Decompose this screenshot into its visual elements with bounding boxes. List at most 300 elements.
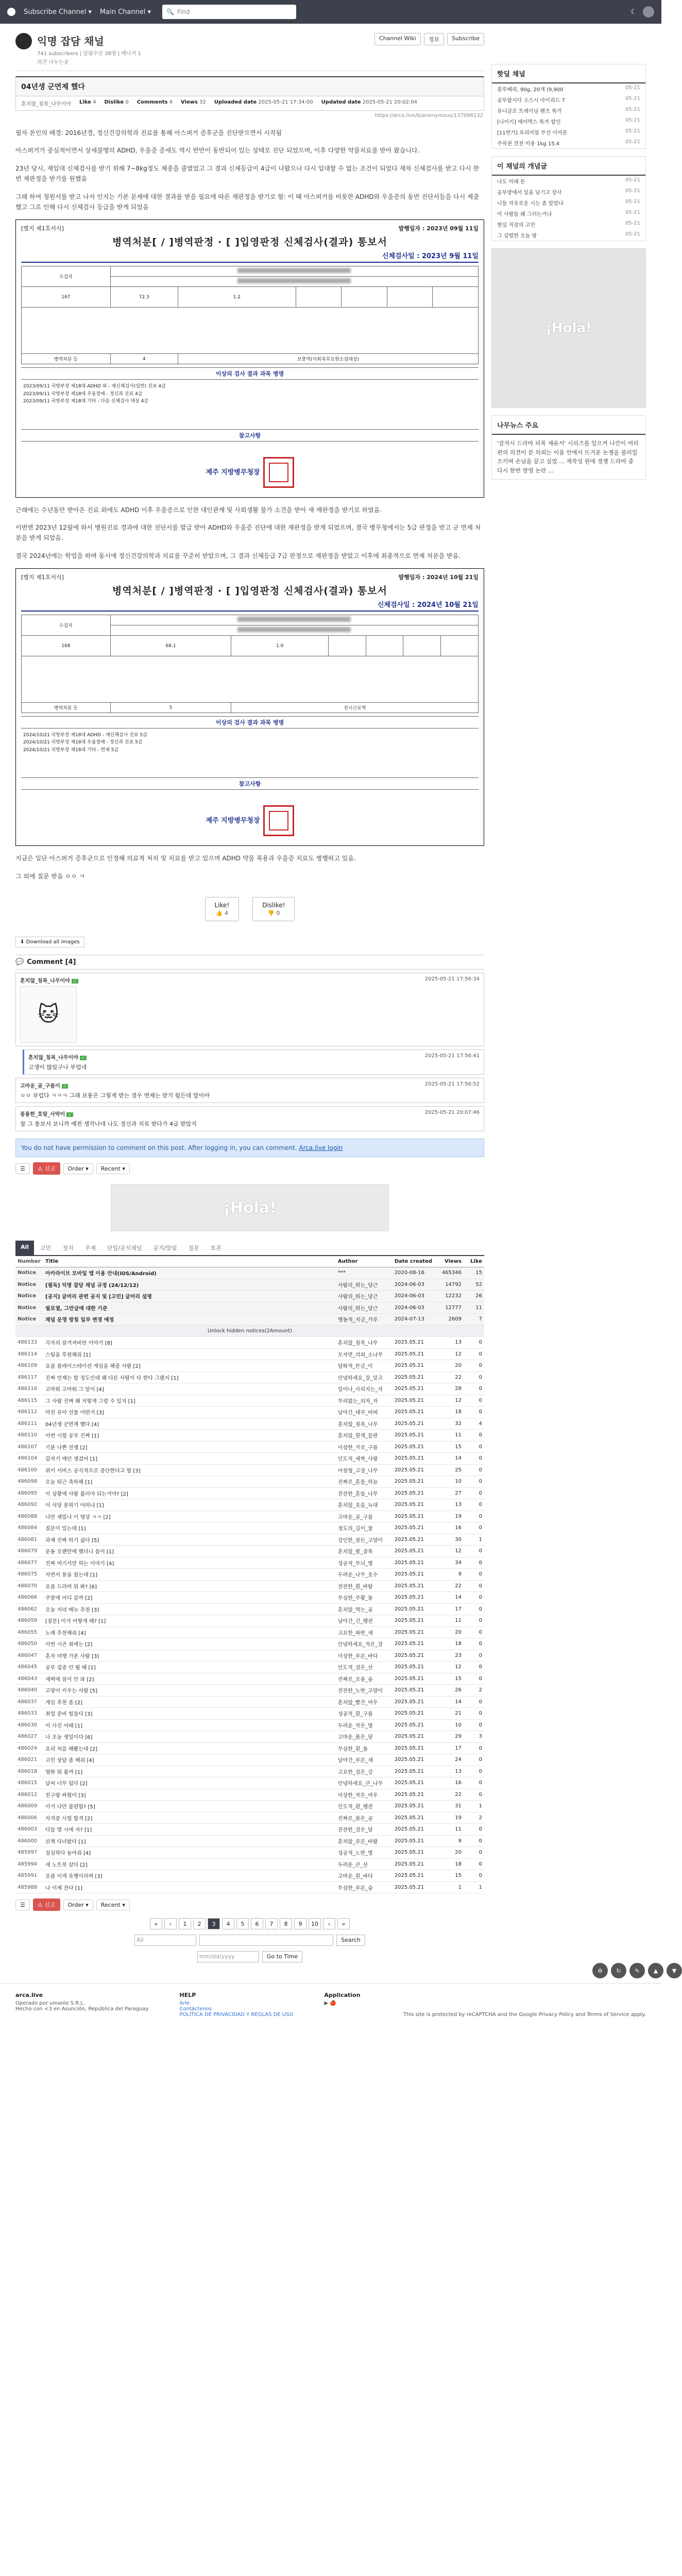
table-row[interactable] [15, 1430, 484, 1442]
row-author[interactable]: 이상한_푸른_바다 [336, 1650, 393, 1662]
row-author[interactable]: 인도적_검은_산 [336, 1662, 393, 1673]
tab-debate[interactable]: 토론 [210, 1245, 222, 1252]
subscribe-channel-menu[interactable] [24, 8, 92, 16]
form-number: [별지 제1호서식] [21, 574, 64, 581]
row-author[interactable]: 흔치않_웃음_늑대 [336, 1499, 393, 1511]
row-title[interactable]: 산책 다녀왔다 [1] [43, 1835, 336, 1847]
row-likes: 1 [464, 1534, 484, 1546]
row-title[interactable]: 오늘 퇴근 축하해 [1] [43, 1476, 336, 1488]
row-number: 486088 [15, 1511, 43, 1522]
anon-item[interactable] [492, 230, 645, 241]
hot-item[interactable] [492, 94, 645, 105]
views-count: 32 [199, 99, 206, 105]
row-title[interactable]: 갑자기 애인 생겼어 [1] [43, 1453, 336, 1465]
page-2-button[interactable]: 2 [193, 1918, 206, 1929]
row-title[interactable]: 영화 뭐 볼까 [1] [43, 1766, 336, 1777]
row-author[interactable]: 진짜로_흔들_하늘 [336, 1476, 393, 1488]
hot-item-title: 블루베리, 90g, 20개 (9,900 [497, 87, 564, 93]
page-8-button[interactable]: 8 [280, 1918, 292, 1929]
table-row[interactable] [15, 1453, 484, 1465]
order-select[interactable]: Order ▾ [63, 1163, 93, 1174]
table-row[interactable] [15, 1487, 484, 1499]
row-title[interactable]: 스팀을 후원해줘 [1] [43, 1348, 336, 1360]
row-author[interactable]: 진짜로_조용_숲 [336, 1673, 393, 1685]
order-select[interactable]: Order ▾ [63, 1900, 93, 1910]
vote-area [15, 897, 484, 921]
table-row[interactable] [15, 1441, 484, 1453]
table-row[interactable] [15, 1348, 484, 1360]
row-author[interactable]: 안녕하세요_잘_알고 [336, 1371, 393, 1383]
row-author[interactable]: 고요한_파란_새 [336, 1626, 393, 1638]
notice-likes: 52 [464, 1279, 484, 1291]
notice-author[interactable]: 사람의_뛰는_당근 [336, 1291, 393, 1302]
table-row[interactable] [15, 1592, 484, 1604]
row-author[interactable]: 잔잔한_흰_바람 [336, 1580, 393, 1592]
row-title[interactable]: [질문] 이거 어떻게 해? [1] [43, 1615, 336, 1627]
page-3-button[interactable]: 3 [208, 1918, 220, 1929]
sidebar-ad[interactable]: ¡Hola! [491, 248, 646, 408]
table-row[interactable] [15, 1464, 484, 1476]
hot-item[interactable] [492, 105, 645, 116]
row-author[interactable]: 무심한_주황_돌 [336, 1592, 393, 1604]
row-author[interactable]: 날아간_푸른_새 [336, 1754, 393, 1766]
hot-item[interactable] [492, 83, 645, 94]
row-author[interactable]: 인도적_흰_펭귄 [336, 1801, 393, 1812]
search-scope-select[interactable]: All [134, 1935, 196, 1946]
row-title[interactable]: 친구랑 싸웠어 [3] [43, 1789, 336, 1801]
article-likes [79, 99, 96, 107]
row-title[interactable]: 오늘 저녁 메뉴 추천 [3] [43, 1603, 336, 1615]
row-date: 2025.05.21 [393, 1371, 440, 1383]
goto-time-button[interactable]: Go to Time [262, 1951, 302, 1962]
row-title[interactable]: 이번 시험 공부 진짜 [1] [43, 1430, 336, 1442]
row-date: 2025.05.21 [393, 1685, 440, 1697]
table-row[interactable] [15, 1824, 484, 1836]
hot-item[interactable] [492, 127, 645, 138]
row-title[interactable]: 요즘 이게 유행이라며 [3] [43, 1870, 336, 1882]
page-5-button[interactable]: 5 [236, 1918, 249, 1929]
row-title[interactable]: 이거 나만 불편함? [5] [43, 1801, 336, 1812]
anon-item[interactable] [492, 219, 645, 230]
footer-brand-name: arca.live [15, 1992, 43, 1999]
row-date: 2025.05.21 [393, 1383, 440, 1395]
table-row[interactable] [15, 1580, 484, 1592]
channel-info-button[interactable]: 정보 [424, 33, 444, 45]
unlock-notices-button[interactable]: Unlock hidden notices(2Amount) [15, 1325, 484, 1337]
notice-author[interactable]: 행동적_지금_가루 [336, 1314, 393, 1326]
banner-ad[interactable]: ¡Hola! [111, 1184, 389, 1231]
notice-likes: 7 [464, 1314, 484, 1326]
notice-title[interactable]: 아카라이브 모바일 앱 이용 안내(iOS/Android) [43, 1267, 336, 1279]
arrow-up-icon[interactable]: ▲ [648, 1963, 663, 1978]
row-title[interactable]: 요즘 플레이스테이션 게임을 해줄 사람 [2] [43, 1360, 336, 1372]
anon-item-title: 이 사람들 왜 그러는거냐 [497, 212, 552, 217]
row-author[interactable]: 두려운_나무_호수 [336, 1569, 393, 1581]
row-title[interactable]: 자격증 시험 합격 [2] [43, 1812, 336, 1824]
row-date: 2025.05.21 [393, 1406, 440, 1418]
row-title[interactable]: 요리 처음 해봤는데 [2] [43, 1742, 336, 1754]
table-row[interactable] [15, 1522, 484, 1534]
row-number: 486055 [15, 1626, 43, 1638]
recent-select[interactable]: Recent ▾ [96, 1163, 130, 1174]
row-title[interactable]: 각자의 잠겨져버린 이야기 [8] [43, 1337, 336, 1349]
main-channel-menu[interactable] [100, 8, 151, 16]
anon-item[interactable] [492, 187, 645, 197]
table-row[interactable] [15, 1870, 484, 1882]
row-title[interactable]: 기분 나쁜 전쟁 [2] [43, 1441, 336, 1453]
comment [15, 1078, 484, 1103]
date-input[interactable]: mm/dd/yyyy [197, 1951, 259, 1962]
notice-title[interactable]: [공지] 글머리 관련 공지 및 [고민] 글머리 설명 [43, 1291, 336, 1302]
channel-wiki-button[interactable]: Channel Wiki [374, 33, 421, 45]
comment-text: ㅇㅇ 부럽다 ㅋㅋㅋ 그래 보통은 그렇게 받는 경우 면제는 받기 힘든데 말이야 [20, 1092, 210, 1099]
row-author[interactable]: 성공적_무늬_별 [336, 1557, 393, 1569]
table-row[interactable] [15, 1603, 484, 1615]
row-title[interactable]: 다들 몇 시에 자? [1] [43, 1824, 336, 1836]
row-date: 2025.05.21 [393, 1511, 440, 1522]
notice-views: 12232 [440, 1291, 464, 1302]
row-title[interactable]: 그 사람 진짜 왜 저렇게 그럴 수 있지 [1] [43, 1395, 336, 1406]
row-title[interactable]: 이 사진 어때 [1] [43, 1719, 336, 1731]
table-row[interactable] [15, 1789, 484, 1801]
anon-item[interactable] [492, 176, 645, 187]
form-body-grid [22, 308, 479, 354]
grade-value: 5 [110, 703, 231, 713]
report-button[interactable] [33, 1899, 60, 1911]
table-row[interactable] [15, 1337, 484, 1349]
row-author[interactable]: 흔치않_침목_나무 [336, 1337, 393, 1349]
row-author[interactable]: 날아간_대꾸_비버 [336, 1406, 393, 1418]
table-row[interactable] [15, 1650, 484, 1662]
row-author[interactable]: 잔잔한_흔들_나무 [336, 1487, 393, 1499]
news-title: 나무뉴스 주요 [492, 416, 645, 435]
row-author[interactable]: 이상한_작은_여우 [336, 1789, 393, 1801]
row-title[interactable]: 취업 준비 힘들다 [3] [43, 1708, 336, 1720]
row-number: 486009 [15, 1801, 43, 1812]
notice-title[interactable]: 필로열, 그만글에 대한 기준 [43, 1302, 336, 1314]
footer-link[interactable]: Contáctenos [179, 2006, 212, 2012]
list-view-button[interactable]: ☰ [15, 1163, 30, 1174]
row-number: 486075 [15, 1569, 43, 1581]
row-author[interactable]: 두려운_작은_별 [336, 1719, 393, 1731]
row-date: 2025.05.21 [393, 1696, 440, 1708]
table-row[interactable] [15, 1719, 484, 1731]
table-row[interactable] [15, 1360, 484, 1372]
footer-help-title: HELP [179, 1992, 196, 1999]
tab-worry[interactable]: 고민 [40, 1245, 52, 1252]
row-title[interactable]: 고양이 키우는 사람 [5] [43, 1685, 336, 1697]
row-number: 486066 [15, 1592, 43, 1604]
row-author[interactable]: 흔치않_밤_골목 [336, 1546, 393, 1557]
row-number: 486040 [15, 1685, 43, 1697]
table-row[interactable] [15, 1499, 484, 1511]
row-title[interactable]: 04년생 군면제 했다 [4] [43, 1418, 336, 1430]
row-title[interactable]: 과제 진짜 하기 싫다 [5] [43, 1534, 336, 1546]
anon-item[interactable] [492, 197, 645, 208]
row-author[interactable]: 이상한_가로_구름 [336, 1441, 393, 1453]
tab-politics[interactable]: 정치 [62, 1245, 74, 1252]
form-exam-date: 신체검사일 : 2024년 10월 21일 [21, 599, 479, 612]
page-9-button[interactable]: 9 [294, 1918, 306, 1929]
row-author[interactable]: 고마운_붉은_달 [336, 1731, 393, 1743]
row-title[interactable]: 나만 재밌나 이 영상 ㅋㅋ [2] [43, 1511, 336, 1522]
row-title[interactable]: 운동 오랜만에 했더니 몸이 [1] [43, 1546, 336, 1557]
comment-author[interactable]: 고마운_곰_구름이 [20, 1083, 60, 1090]
row-author[interactable]: 정도의_길이_물 [336, 1522, 393, 1534]
table-row[interactable] [15, 1812, 484, 1824]
tab-all[interactable]: All [15, 1241, 34, 1255]
hot-item-title: 유니클로 트레이닝 팬츠 특가 [497, 109, 562, 114]
row-author[interactable]: 담화적_뜬금_이 [336, 1360, 393, 1372]
table-row[interactable] [15, 1673, 484, 1685]
table-row[interactable] [15, 1371, 484, 1383]
table-row[interactable] [15, 1801, 484, 1812]
row-title[interactable]: 요즘 드라마 뭐 봐? [6] [43, 1580, 336, 1592]
table-row[interactable] [15, 1696, 484, 1708]
row-author[interactable]: 날아간_긴_펭귄 [336, 1615, 393, 1627]
notice-row[interactable] [15, 1291, 484, 1302]
arca-logo-icon[interactable] [7, 8, 15, 16]
table-row[interactable] [15, 1731, 484, 1743]
row-author[interactable]: 무심한_푸른_숲 [336, 1882, 393, 1893]
comment-author[interactable]: 흔치않_침목_나무이야 [20, 978, 70, 985]
main-column [15, 29, 484, 1962]
row-title[interactable]: 게임 추천 좀 [2] [43, 1696, 336, 1708]
table-row[interactable] [15, 1569, 484, 1581]
row-author[interactable]: 무심한_흰_돌 [336, 1742, 393, 1754]
row-title[interactable]: 나 이제 잔다 [1] [43, 1882, 336, 1893]
table-row[interactable] [15, 1418, 484, 1430]
arrow-down-icon[interactable]: ▼ [667, 1963, 682, 1978]
table-row[interactable] [15, 1615, 484, 1627]
row-likes: 0 [464, 1708, 484, 1720]
row-likes: 2 [464, 1812, 484, 1824]
row-author[interactable]: 아침형_고장_나무 [336, 1464, 393, 1476]
row-number: 486033 [15, 1708, 43, 1720]
row-title[interactable]: 미친 유아 선물 어떤거 [3] [43, 1406, 336, 1418]
row-title[interactable]: 새벽에 잠이 안 와 [2] [43, 1673, 336, 1685]
comment-author[interactable]: 몽룡한_호랑_사막이 [20, 1112, 65, 1118]
row-author[interactable]: 인도적_새싹_사랑 [336, 1453, 393, 1465]
notice-row[interactable] [15, 1314, 484, 1326]
grade-label: 병역처분 등 [22, 703, 111, 713]
table-row[interactable] [15, 1511, 484, 1522]
comment-image[interactable] [20, 986, 77, 1043]
table-row[interactable] [15, 1406, 484, 1418]
notice-row[interactable] [15, 1279, 484, 1291]
comment-date: 2025-05-21 17:56:52 [424, 1081, 480, 1088]
table-row[interactable] [15, 1858, 484, 1870]
comment [15, 1106, 484, 1131]
row-views: 12 [440, 1348, 464, 1360]
list-search-button[interactable]: Search [336, 1935, 365, 1946]
row-date: 2025.05.21 [393, 1534, 440, 1546]
next-page-button[interactable]: › [323, 1918, 335, 1929]
page-7-button[interactable]: 7 [265, 1918, 278, 1929]
tab-notice[interactable]: 공지/알림 [153, 1245, 177, 1252]
row-title[interactable]: 고마워 고마워 그 알이 [4] [43, 1383, 336, 1395]
row-views: 9 [440, 1835, 464, 1847]
row-title[interactable]: 심심하다 놀아줘 [4] [43, 1847, 336, 1859]
thumb-down-icon: 👎 [267, 910, 275, 917]
table-row[interactable] [15, 1685, 484, 1697]
row-likes: 0 [464, 1580, 484, 1592]
row-author[interactable]: 진짜로_붉은_곰 [336, 1812, 393, 1824]
notice-author[interactable]: *** [336, 1267, 393, 1279]
tab-question[interactable]: 질문 [188, 1245, 199, 1252]
recent-select[interactable]: Recent ▾ [96, 1900, 130, 1910]
notice-author[interactable]: 사람의_뛰는_당근 [336, 1279, 393, 1291]
hotdeal-box [491, 64, 646, 149]
tab-topic[interactable]: 주제 [84, 1245, 96, 1252]
row-author[interactable]: 흔치않_빨간_여우 [336, 1696, 393, 1708]
settings-icon[interactable]: ⚙ [592, 1963, 608, 1978]
row-author[interactable]: 안녕하세요_작은_강 [336, 1638, 393, 1650]
table-row[interactable] [15, 1662, 484, 1673]
row-author[interactable]: 안녕하세요_큰_나무 [336, 1777, 393, 1789]
row-author[interactable]: 두려운_큰_산 [336, 1858, 393, 1870]
channel-description: 의견 나누는곳 [37, 60, 69, 65]
page-6-button[interactable]: 6 [251, 1918, 263, 1929]
row-author[interactable]: 흔치않_흰색_들판 [336, 1430, 393, 1442]
row-title[interactable]: 이 식당 분위기 어떠냐 [1] [43, 1499, 336, 1511]
row-date: 2025.05.21 [393, 1499, 440, 1511]
row-author[interactable]: 고마운_곰_구름 [336, 1511, 393, 1522]
row-title[interactable]: 혼자 여행 가본 사람 [3] [43, 1650, 336, 1662]
article-url[interactable]: https://arca.live/b/anonymous/137096132 [374, 113, 483, 118]
row-date: 2025.05.21 [393, 1638, 440, 1650]
footer-link[interactable]: Arle [179, 2001, 190, 2007]
row-author[interactable]: 성공적_흰_구름 [336, 1708, 393, 1720]
report-button[interactable] [33, 1162, 60, 1175]
moon-icon[interactable]: ☾ [630, 8, 637, 16]
table-row[interactable] [15, 1395, 484, 1406]
anon-item[interactable] [492, 208, 645, 219]
row-number: 486117 [15, 1371, 43, 1383]
refresh-icon[interactable]: ↻ [611, 1963, 626, 1978]
row-author[interactable]: 성공적_노란_별 [336, 1847, 393, 1859]
row-title[interactable]: 공부 집중 안 될 때 [1] [43, 1662, 336, 1673]
notice-views: 465346 [440, 1267, 464, 1279]
row-title[interactable]: 고민 상담 좀 해줘 [4] [43, 1754, 336, 1766]
thumb-up-icon: 👍 [215, 910, 223, 917]
row-number: 486081 [15, 1534, 43, 1546]
table-row[interactable] [15, 1708, 484, 1720]
like-count [215, 910, 230, 917]
page-4-button[interactable]: 4 [222, 1918, 234, 1929]
row-title[interactable]: 자면서 꿈을 꿨는데 [1] [43, 1569, 336, 1581]
hot-item[interactable] [492, 138, 645, 148]
row-title[interactable]: 질문이 있는데 [1] [43, 1522, 336, 1534]
row-title[interactable]: 노래 추천해줘 [4] [43, 1626, 336, 1638]
row-author[interactable]: 일어나_사리지는_자 [336, 1383, 393, 1395]
app-store-badges[interactable]: ▶ 🍎 [324, 2001, 336, 2007]
first-page-button[interactable]: « [150, 1918, 162, 1929]
dislike-button[interactable] [252, 897, 295, 921]
login-link[interactable]: Arca.live login [299, 1144, 343, 1152]
table-row[interactable] [15, 1835, 484, 1847]
row-title[interactable]: 진짜 언제는 할 정도인데 왜 다른 사람이 다 한다 그랬지 [1] [43, 1371, 336, 1383]
row-author[interactable]: 잔잔한_노란_고양이 [336, 1685, 393, 1697]
tab-official[interactable]: 단일/공식채널 [107, 1245, 142, 1252]
table-row[interactable] [15, 1742, 484, 1754]
table-row[interactable] [15, 1476, 484, 1488]
table-row[interactable] [15, 1847, 484, 1859]
row-title[interactable]: 나 오늘 생일이다 [6] [43, 1731, 336, 1743]
table-row[interactable] [15, 1383, 484, 1395]
row-likes: 0 [464, 1673, 484, 1685]
anon-item-date: 05-21 [625, 221, 640, 226]
comment-author[interactable]: 흔치않_침목_나무이야 [28, 1055, 78, 1061]
row-author[interactable]: 흔치않_침목_나무 [336, 1418, 393, 1430]
avatar[interactable] [643, 6, 654, 18]
row-likes: 4 [464, 1418, 484, 1430]
row-title[interactable]: 이 상황에 사람 불러야 되는거야? [2] [43, 1487, 336, 1499]
page-1-button[interactable]: 1 [179, 1918, 191, 1929]
like-button[interactable] [205, 897, 240, 921]
chevron-down-icon: ▾ [88, 8, 92, 16]
list-view-button[interactable]: ☰ [15, 1900, 30, 1910]
table-row[interactable] [15, 1626, 484, 1638]
table-row[interactable] [15, 1557, 484, 1569]
page-10-button[interactable]: 10 [309, 1918, 321, 1929]
row-title[interactable]: 새 노트북 샀다 [2] [43, 1858, 336, 1870]
notice-number: Notice [15, 1267, 43, 1279]
row-title[interactable]: 위키 서비스 공식적으로 중단한다고 함 [3] [43, 1464, 336, 1476]
channel-title[interactable]: 익명 잡담 채널 [37, 35, 104, 47]
edit-icon[interactable]: ✎ [629, 1963, 645, 1978]
table-row[interactable] [15, 1638, 484, 1650]
row-title[interactable]: 주말에 어디 갈까 [2] [43, 1592, 336, 1604]
notice-title[interactable]: 채널 운영 방침 일부 변경 예정 [43, 1314, 336, 1326]
row-author[interactable]: 무리없는_의자_자 [336, 1395, 393, 1406]
row-author[interactable]: 흔치않_푸른_바람 [336, 1835, 393, 1847]
footer-link[interactable]: POLÍTICA DE PRIVACIDAD Y REGLAS DE USO [179, 2012, 294, 2018]
row-author[interactable]: 모자면_의외_소나무 [336, 1348, 393, 1360]
article-author[interactable]: 흔치않_침목_나무이야 [21, 101, 71, 107]
table-row[interactable] [15, 1534, 484, 1546]
table-row[interactable] [15, 1882, 484, 1893]
notice-author[interactable]: 사람의_뛰는_당근 [336, 1302, 393, 1314]
search-placeholder: Find [177, 8, 190, 15]
last-page-button[interactable]: » [337, 1918, 350, 1929]
col-like: Like [464, 1256, 484, 1267]
list-search-input[interactable] [199, 1935, 333, 1946]
row-title[interactable]: 날씨 너무 덥다 [2] [43, 1777, 336, 1789]
global-search-input[interactable] [162, 5, 296, 19]
prev-page-button[interactable]: ‹ [164, 1918, 177, 1929]
notice-row[interactable] [15, 1302, 484, 1314]
table-row[interactable] [15, 1754, 484, 1766]
row-author[interactable]: 잔잔한_검은_달 [336, 1824, 393, 1836]
comment-header [20, 1081, 480, 1089]
notice-row[interactable] [15, 1267, 484, 1279]
table-row[interactable] [15, 1777, 484, 1789]
row-title[interactable]: 이번 시즌 최애는 [2] [43, 1638, 336, 1650]
row-author[interactable]: 고요한_검은_강 [336, 1766, 393, 1777]
hot-item[interactable] [492, 116, 645, 127]
news-text[interactable]: '감자시 드라마 피폭 재유서' 시리즈를 일으켜 나간이 여러 편의 의견이 분 의뢰는 이름 안에서 뜨거운 논쟁을 불러일으키며 손님을 끌고 싶었 ... 재작성 원에 경쟁 드라마 중 다시 한번 방영 논란 ... [497, 440, 639, 474]
row-author[interactable]: 강인한_잠든_고양이 [336, 1534, 393, 1546]
download-images-button[interactable] [15, 937, 84, 947]
subscribe-button[interactable]: Subscribe [447, 33, 484, 45]
table-row[interactable] [15, 1546, 484, 1557]
row-title[interactable]: 진짜 여기서만 하는 이야기 [4] [43, 1557, 336, 1569]
row-author[interactable]: 흔치않_먹는_곰 [336, 1603, 393, 1615]
row-author[interactable]: 고마운_흰_바다 [336, 1870, 393, 1882]
notice-title[interactable]: [필독] 익명 잡담 채널 규정 (24/12/12) [43, 1279, 336, 1291]
table-row[interactable] [15, 1766, 484, 1777]
